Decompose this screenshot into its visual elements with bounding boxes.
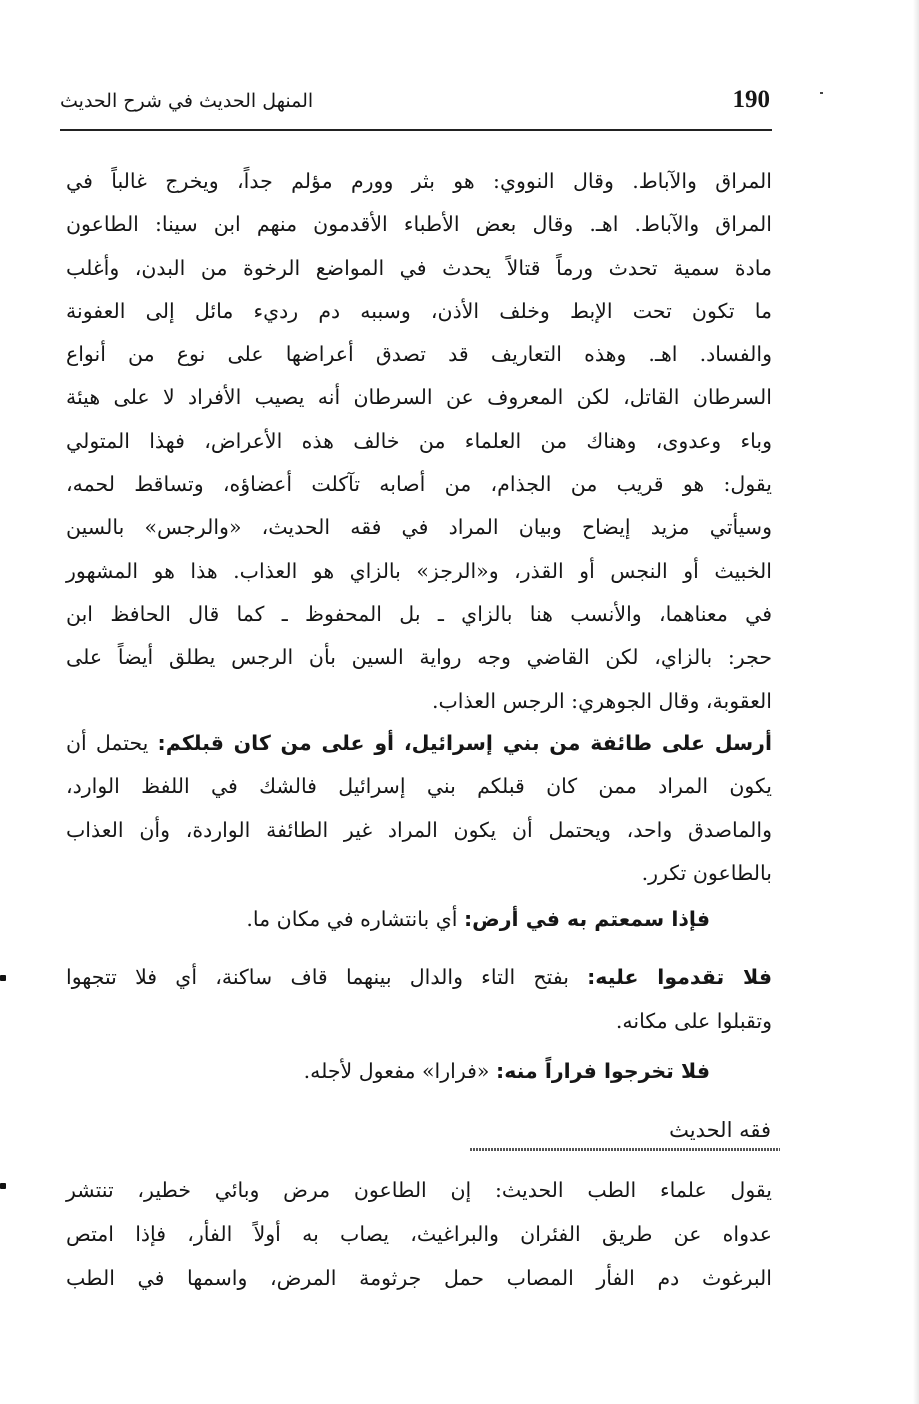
hadith-phrase: أرسل على طائفة من بني إسرائيل، أو على من كان قبلكم: xyxy=(157,731,772,755)
text-line: مادة سمية تحدث ورماً قتالاً يحدث في المواضع الرخوة من البدن، وأغلب xyxy=(66,255,772,280)
section-heading-rule xyxy=(470,1148,780,1151)
text-line: في معناهما، والأنسب هنا بالزاي ـ بل المحفوظ ـ كما قال الحافظ ابن xyxy=(66,601,772,626)
text-line: البرغوث دم الفأر المصاب حمل جرثومة المرض، واسمها في الطب xyxy=(66,1266,772,1290)
margin-dot xyxy=(0,1183,6,1189)
paragraph-sent-upon-group xyxy=(66,722,772,895)
text-line: وسيأتي مزيد إيضاح وبيان المراد في فقه الحديث، «والرجس» بالسين xyxy=(66,515,772,540)
text-line: يقول: هو قريب من الجذام، من أصابه تآكلت أعضاؤه، وتساقط لحمه، xyxy=(66,472,772,497)
text-line: وباء وعدوى، وهناك من العلماء من خالف هذه الأعراض، فهذا المتولي xyxy=(66,428,772,453)
text-line: والفساد. اهـ. وهذه التعاريف قد تصدق أعراضها على نوع من أنواع xyxy=(66,342,772,367)
hadith-phrase: فإذا سمعتم به في أرض: xyxy=(463,907,710,931)
text-line: يقول علماء الطب الحديث: إن الطاعون مرض وبائي خطير، تنتشر xyxy=(66,1178,772,1202)
page-number: 190 xyxy=(732,86,770,113)
text-line: يكون المراد ممن كان قبلكم بني إسرائيل فالشك في اللفظ الوارد، xyxy=(66,774,772,799)
commentary-text: بفتح التاء والدال بينهما قاف ساكنة، أي فلا تتجهوا xyxy=(66,965,588,989)
page-edge-shadow xyxy=(913,0,919,1404)
text-line: المراق والآباط. اهـ. وقال بعض الأطباء الأقدمون منهم ابن سينا: الطاعون xyxy=(66,212,772,237)
margin-dot xyxy=(0,975,6,981)
hadith-phrase: فلا تخرجوا فراراً منه: xyxy=(496,1059,710,1083)
text-line: المراق والآباط. وقال النووي: هو بثر وورم مؤلم جداً، ويخرج غالباً في xyxy=(66,169,772,193)
text-line: بالطاعون تكرر. xyxy=(641,860,772,885)
text-line: والماصدق واحد، ويحتمل أن يكون المراد غير الطائفة الواردة، وأن العذاب xyxy=(66,817,772,842)
text-line: ما تكون تحت الإبط وخلف الأذن، وسببه دم رديء مائل إلى العفونة xyxy=(66,298,772,323)
text-line: الخبيث أو النجس أو القذر، و«الرجز» بالزاي هو العذاب. هذا هو المشهور xyxy=(66,558,772,583)
text-line: عدواه عن طريق الفئران والبراغيث، يصاب به أولاً الفأر، فإذا امتص xyxy=(66,1222,772,1246)
text-line: حجر: بالزاي، لكن القاضي وجه رواية السين بأن الرجس يطلق أيضاً على xyxy=(66,645,772,670)
running-title: المنهل الحديث في شرح الحديث xyxy=(60,90,314,112)
paragraph-modern-medicine xyxy=(66,1168,772,1300)
text-line xyxy=(66,955,772,999)
hadith-phrase: فلا تقدموا عليه: xyxy=(587,965,772,989)
paragraph-do-not-flee xyxy=(150,1050,710,1093)
paragraph-do-not-enter xyxy=(66,955,772,1043)
text-line: وتقبلوا على مكانه. xyxy=(615,1009,772,1033)
paragraph-if-you-hear xyxy=(150,898,710,941)
text-line: السرطان القاتل، لكن المعروف عن السرطان أنه يصيب الأفراد لا على هيئة xyxy=(66,385,772,410)
scan-speck xyxy=(820,92,823,94)
text-line xyxy=(150,1050,710,1093)
page-header xyxy=(60,86,770,130)
paragraph-plague-definition xyxy=(66,160,772,723)
text-line xyxy=(150,898,710,941)
text-line xyxy=(66,722,772,765)
commentary-text: أي بانتشاره في مكان ما. xyxy=(246,907,464,931)
commentary-text: يحتمل أن xyxy=(66,731,158,755)
section-heading: فقه الحديث xyxy=(669,1118,771,1142)
header-rule xyxy=(60,129,772,131)
text-line: العقوبة، وقال الجوهري: الرجس العذاب. xyxy=(431,688,772,713)
commentary-text: «فرارا» مفعول لأجله. xyxy=(303,1059,496,1083)
